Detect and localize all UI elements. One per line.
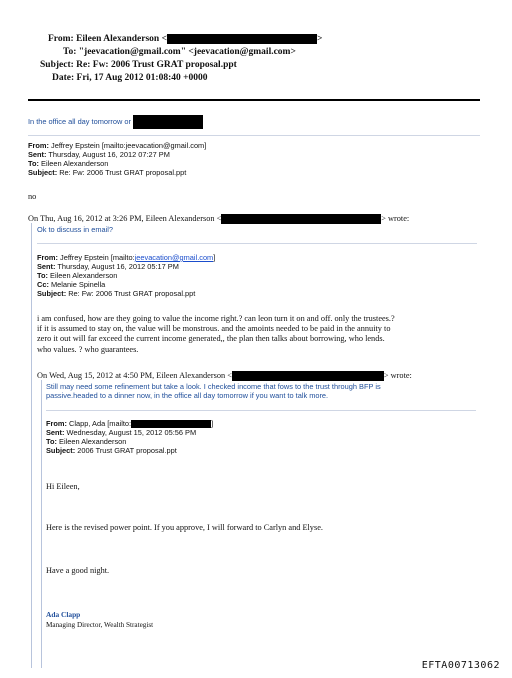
msg2-email-link[interactable]: jeevacation@gmail.com xyxy=(134,253,214,262)
quote2-reply xyxy=(46,382,381,400)
document-id: EFTA00713062 xyxy=(421,660,500,671)
quote1-intro-line xyxy=(28,214,409,224)
quote2-intro-line xyxy=(37,371,412,381)
redaction-block xyxy=(221,214,381,224)
msg1-from-label: From: xyxy=(28,141,49,150)
msg3-header: From: Clapp, Ada [mailto: ] Sent: Wednesday, August 15, 2012 05:56 PM To: Eileen Alexanderson Subject: 2006 Trust GRAT proposal.ppt xyxy=(46,419,214,456)
msg2-from-label: From: xyxy=(37,253,58,262)
top-subject-value: Re: Fw: 2006 Trust GRAT proposal.ppt xyxy=(76,60,237,70)
msg1-body: no xyxy=(28,192,37,201)
msg3-sent-label: Sent: xyxy=(46,428,65,438)
redaction-block xyxy=(167,34,317,44)
msg3-subject-value: 2006 Trust GRAT proposal.ppt xyxy=(77,446,177,456)
msg2-subject-value: Re: Fw: 2006 Trust GRAT proposal.ppt xyxy=(68,289,196,298)
divider xyxy=(37,243,477,244)
msg2-from-suffix: ] xyxy=(213,253,216,262)
top-from-value: Eileen Alexanderson < xyxy=(76,34,167,45)
msg3-subject-label: Subject: xyxy=(46,446,76,456)
msg2-body xyxy=(37,314,395,355)
top-date-label: Date: xyxy=(52,73,75,83)
msg1-from-value: Jeffrey Epstein [mailto:jeevacation@gmail.com] xyxy=(51,141,207,150)
quote1-wrote: > wrote: xyxy=(381,214,410,223)
top-to-line xyxy=(63,47,296,59)
top-date-value: Fri, 17 Aug 2012 01:08:40 +0000 xyxy=(76,73,208,83)
msg1-sent-value: Thursday, August 16, 2012 07:27 PM xyxy=(48,150,170,159)
msg1-header xyxy=(28,141,206,177)
quote2-wrote: > wrote: xyxy=(383,371,412,380)
quote-bar xyxy=(31,223,32,668)
msg2-sent-value: Thursday, August 16, 2012 05:17 PM xyxy=(57,262,179,271)
msg2-to-label: To: xyxy=(37,271,48,280)
msg3-to-value: Eileen Alexanderson xyxy=(59,437,127,447)
msg2-body-line: zero it out will far exceed the current income generated,, the plan then talks about borrowing, who lends. xyxy=(37,334,385,344)
quote-bar xyxy=(41,380,42,668)
msg3-para2: Have a good night. xyxy=(46,566,110,575)
msg3-para1: Here is the revised power point. If you approve, I will forward to Carlyn and Elyse. xyxy=(46,523,323,532)
header-divider xyxy=(28,99,480,101)
reply-top-line xyxy=(28,115,203,129)
redaction-block xyxy=(232,371,384,381)
reply-top-text: In the office all day tomorrow or xyxy=(28,116,131,126)
top-to-value: "jeevacation@gmail.com" <jeevacation@gmail.com> xyxy=(78,47,296,57)
top-from-label: From: xyxy=(48,34,74,45)
top-date-line xyxy=(52,73,208,85)
msg2-body-line: who values. ? who guarantees. xyxy=(37,344,139,354)
msg1-subject-value: Re: Fw: 2006 Trust GRAT proposal.ppt xyxy=(59,168,187,177)
top-from-line: From: Eileen Alexanderson < > xyxy=(48,34,323,45)
msg3-greeting: Hi Eileen, xyxy=(46,482,80,491)
quote2-reply-line: Still may need some refinement but take a look. I checked income that fows to the trust through BFP is xyxy=(46,382,381,391)
msg3-from-label: From: xyxy=(46,419,67,428)
msg2-body-line: if it is assumed to stay on, the value will be monstrous. and the amoints needed to be paid in the annuity to xyxy=(37,324,391,334)
msg3-from-value: Clapp, Ada [mailto: xyxy=(69,419,132,428)
msg3-to-label: To: xyxy=(46,437,57,447)
msg2-cc-value: Melanie Spinella xyxy=(50,280,106,289)
msg2-to-value: Eileen Alexanderson xyxy=(50,271,118,280)
top-subject-label: Subject: xyxy=(40,60,74,70)
redaction-block xyxy=(133,115,203,129)
top-subject-line xyxy=(40,60,237,72)
msg1-to-value: Eileen Alexanderson xyxy=(41,159,109,168)
quote2-reply-line: passive.headed to a dinner now, in the office all day tomorrow if you want to talk more. xyxy=(46,391,329,400)
quote1-reply: Ok to discuss in email? xyxy=(37,225,113,234)
divider xyxy=(28,135,480,136)
msg2-subject-label: Subject: xyxy=(37,289,67,298)
signature-title: Managing Director, Wealth Strategist xyxy=(46,621,154,629)
msg2-cc-label: Cc: xyxy=(37,280,49,289)
msg2-header xyxy=(37,253,215,298)
signature-name: Ada Clapp xyxy=(46,610,81,619)
top-to-label: To: xyxy=(63,47,77,57)
msg1-sent-label: Sent: xyxy=(28,150,47,159)
divider xyxy=(46,410,476,411)
redaction-block xyxy=(131,420,211,428)
msg2-sent-label: Sent: xyxy=(37,262,56,271)
msg2-from-prefix: Jeffrey Epstein [mailto: xyxy=(60,253,135,262)
msg1-to-label: To: xyxy=(28,159,39,168)
quote2-intro: On Wed, Aug 15, 2012 at 4:50 PM, Eileen Alexanderson < xyxy=(37,371,232,380)
msg1-subject-label: Subject: xyxy=(28,168,58,177)
msg3-sent-value: Wednesday, August 15, 2012 05:56 PM xyxy=(66,428,197,438)
quote1-intro: On Thu, Aug 16, 2012 at 3:26 PM, Eileen Alexanderson < xyxy=(28,214,222,223)
msg2-body-line: i am confused, how are they going to value the income right.? can leon turn it on and off. only the trustees.? xyxy=(37,314,395,323)
